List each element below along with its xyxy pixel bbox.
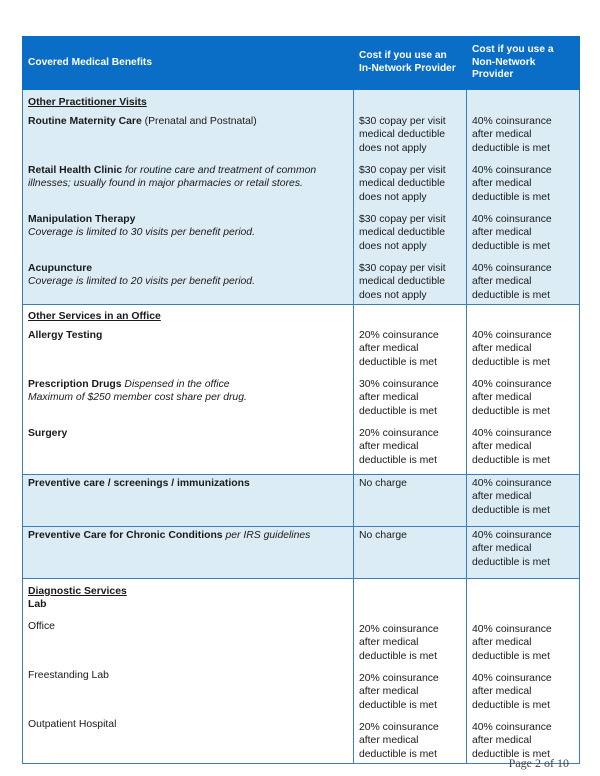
- non-network-cost: 40% coinsurance after medical deductible is met: [472, 116, 552, 154]
- in-network-column: [354, 305, 467, 475]
- in-network-cost: 20% coinsurance after medical deductible is met: [359, 330, 439, 368]
- benefit-name: Office: [28, 621, 55, 632]
- benefit-column: [23, 305, 354, 475]
- benefit-note: Dispensed in the office: [121, 379, 230, 390]
- table-header-row: [23, 37, 580, 90]
- header-covered-benefits: Covered Medical Benefits: [23, 37, 354, 90]
- header-non-network: Cost if you use a Non-Network Provider: [467, 37, 580, 90]
- benefit-note-secondary: Maximum of $250 member cost share per drug.: [28, 392, 247, 404]
- other-practitioner-group: [23, 90, 580, 305]
- benefit-name: Manipulation Therapy: [28, 214, 136, 225]
- benefit-name: Surgery: [28, 428, 68, 439]
- benefit-item: [28, 207, 348, 256]
- header-in-network: Cost if you use an In-Network Provider: [354, 37, 467, 90]
- benefit-note: Coverage is limited to 30 visits per benefit period.: [28, 227, 255, 239]
- benefit-item: [28, 158, 348, 207]
- benefit-note: for routine care and treatment of common illnesses; usually found in major pharmacies or retail stores.: [28, 165, 317, 190]
- non-network-cost: 40% coinsurance after medical deductible is met: [472, 214, 552, 252]
- benefit-name: Routine Maternity Care: [28, 116, 142, 127]
- benefit-cell: [23, 475, 354, 527]
- page-number: Page 2 of 10: [508, 756, 569, 770]
- in-network-cost: No charge: [359, 530, 407, 541]
- in-network-cost: $30 copay per visit medical deductible does not apply: [359, 214, 446, 252]
- benefit-name: Outpatient Hospital: [28, 719, 117, 730]
- in-network-cost: No charge: [359, 478, 407, 489]
- benefit-item: [28, 110, 348, 158]
- section-title: Diagnostic Services: [28, 586, 127, 597]
- benefit-column: [23, 90, 354, 305]
- preventive-care-row: [23, 475, 580, 527]
- in-network-cost: 20% coinsurance after medical deductible is met: [359, 624, 439, 662]
- benefit-name: Allergy Testing: [28, 330, 103, 341]
- non-network-cost: 40% coinsurance after medical deductible is met: [472, 428, 552, 466]
- non-network-cost: 40% coinsurance after medical deductible is met: [472, 165, 552, 203]
- in-network-column: [354, 579, 467, 764]
- benefit-item: [28, 324, 348, 372]
- benefit-item: [28, 256, 348, 304]
- non-network-cell: [467, 527, 580, 579]
- in-network-cost: 30% coinsurance after medical deductible is met: [359, 379, 439, 417]
- in-network-column: [354, 90, 467, 305]
- preventive-chronic-row: [23, 527, 580, 579]
- in-network-cost: 20% coinsurance after medical deductible is met: [359, 428, 439, 466]
- non-network-column: [467, 579, 580, 764]
- in-network-cost: 20% coinsurance after medical deductible is met: [359, 722, 439, 760]
- in-network-cost: $30 copay per visit medical deductible does not apply: [359, 165, 446, 203]
- benefit-name: Acupuncture: [28, 263, 93, 274]
- non-network-cost: 40% coinsurance after medical deductible is met: [472, 722, 552, 760]
- non-network-cost: 40% coinsurance after medical deductible is met: [472, 673, 552, 711]
- benefit-item: [28, 663, 348, 712]
- benefit-cell: [23, 527, 354, 579]
- benefit-name: Freestanding Lab: [28, 670, 109, 681]
- benefit-name: Preventive Care for Chronic Conditions: [28, 530, 223, 541]
- benefit-note: per IRS guidelines: [222, 530, 311, 541]
- non-network-cost: 40% coinsurance after medical deductible is met: [472, 379, 552, 417]
- non-network-cost: 40% coinsurance after medical deductible is met: [472, 478, 552, 516]
- benefit-item: [28, 421, 348, 474]
- in-network-cell: [354, 475, 467, 527]
- diagnostic-services-group: [23, 579, 580, 764]
- in-network-cell: [354, 527, 467, 579]
- benefit-note: (Prenatal and Postnatal): [141, 116, 257, 127]
- benefit-name: Prescription Drugs: [28, 379, 122, 390]
- non-network-cost: 40% coinsurance after medical deductible is met: [472, 263, 552, 301]
- benefit-column: [23, 579, 354, 764]
- benefit-item: [28, 617, 348, 663]
- non-network-cost: 40% coinsurance after medical deductible is met: [472, 530, 552, 568]
- non-network-cost: 40% coinsurance after medical deductible is met: [472, 624, 552, 662]
- office-services-group: [23, 305, 580, 475]
- non-network-column: [467, 305, 580, 475]
- benefit-item: [28, 712, 348, 760]
- non-network-cell: [467, 475, 580, 527]
- non-network-cost: 40% coinsurance after medical deductible is met: [472, 330, 552, 368]
- subsection-title: Lab: [28, 599, 47, 610]
- in-network-cost: $30 copay per visit medical deductible does not apply: [359, 263, 446, 301]
- section-title: Other Practitioner Visits: [28, 97, 147, 108]
- benefit-note: Coverage is limited to 20 visits per benefit period.: [28, 276, 255, 288]
- benefit-name: Retail Health Clinic: [28, 165, 123, 176]
- benefits-table: [22, 36, 580, 764]
- in-network-cost: $30 copay per visit medical deductible does not apply: [359, 116, 446, 154]
- non-network-column: [467, 90, 580, 305]
- benefit-item: [28, 372, 348, 421]
- section-title: Other Services in an Office: [28, 311, 161, 322]
- benefit-name: Preventive care / screenings / immunizations: [28, 478, 250, 489]
- in-network-cost: 20% coinsurance after medical deductible is met: [359, 673, 439, 711]
